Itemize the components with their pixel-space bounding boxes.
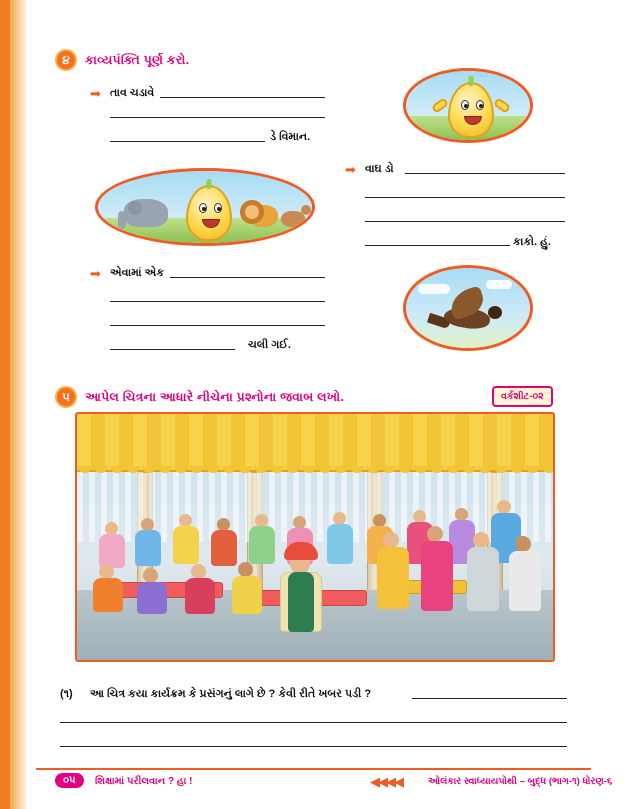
cloud-shape [418, 284, 450, 294]
footer-book-title: ઓલંકાર સ્વાધ્યાયપોથી – બુદ્ધ (ભાગ-૧) ધોરણ-૬ [428, 776, 613, 787]
body [232, 576, 262, 614]
answer-line[interactable] [405, 173, 565, 174]
feast-scene-illustration [75, 412, 555, 662]
answer-line[interactable] [110, 349, 235, 350]
answer-line[interactable] [170, 277, 325, 278]
flying-bird-oval [403, 265, 533, 351]
body [509, 551, 541, 611]
body [99, 534, 125, 568]
page-spine-inner [0, 0, 10, 809]
answer-line[interactable] [160, 97, 325, 98]
head [427, 526, 443, 542]
head [383, 532, 399, 548]
poem-prompt-3: એવામાં એક [110, 267, 165, 279]
answer-line[interactable] [110, 325, 325, 326]
footer-note: શિક્ષામાં પરીલવાન ? હા ! [95, 776, 193, 787]
bird-head [488, 306, 502, 319]
turban [284, 542, 318, 560]
worksheet-badge: વર્કશીટ-૦૨ [492, 386, 553, 407]
poem-tail-2: કાકો. હું. [513, 236, 551, 248]
head [238, 562, 253, 577]
answer-line[interactable] [110, 141, 265, 142]
body [249, 526, 275, 564]
answer-line[interactable] [60, 746, 567, 747]
garlic-flexing-oval [403, 68, 533, 143]
answer-line[interactable] [365, 221, 565, 222]
deer-figure [281, 211, 305, 227]
sub-question-label: (૧) [60, 688, 73, 700]
body [377, 547, 409, 609]
question-5-heading: આપેલ ચિત્રના આધારે નીચેના પ્રશ્નોના જવાબ લખો. [85, 390, 345, 404]
garlic-eye-right [476, 100, 484, 110]
poem-tail-3: ચલી ગઈ. [248, 339, 291, 351]
answer-line[interactable] [110, 117, 325, 118]
answer-line[interactable] [365, 197, 565, 198]
poem-tail-1: ડે વિમાન. [270, 131, 311, 143]
question-4-heading: કાવ્યપંક્તિ પૂર્ણ કરો. [85, 53, 190, 67]
sub-question-text: આ ચિત્ર કયા કાર્યક્રમ કે પ્રસંગનું લાગે છે ? કેવી રીતે ખબર પડી ? [90, 688, 372, 700]
garlic-eye-right [214, 203, 222, 213]
tent-canopy [77, 414, 553, 472]
body [327, 524, 353, 564]
poem-prompt-2: વાઘ ડો [365, 163, 394, 175]
bullet-arrow-icon-3: ➡ [90, 266, 101, 281]
answer-line[interactable] [110, 301, 325, 302]
canopy-scallop [77, 466, 553, 478]
garlic-mouth [202, 219, 220, 228]
question-4-number: ૪ [55, 49, 77, 71]
bullet-arrow-icon-1: ➡ [90, 86, 101, 101]
answer-line[interactable] [60, 722, 567, 723]
head [497, 500, 511, 514]
head [191, 564, 206, 579]
poem-prompt-1: તાવ ચડાવે [110, 87, 155, 99]
head [99, 564, 114, 579]
head [515, 536, 531, 552]
body [135, 530, 161, 566]
answer-line[interactable] [412, 698, 567, 699]
body [467, 547, 499, 611]
head [143, 568, 158, 583]
garlic-mouth [464, 116, 482, 125]
body [93, 578, 123, 612]
vest [288, 572, 314, 632]
garlic-with-animals-oval [95, 168, 315, 246]
body [211, 530, 237, 566]
body [421, 541, 453, 611]
page-number-badge: ૦૫ [55, 773, 84, 788]
footer-divider [36, 768, 591, 770]
bullet-arrow-icon-2: ➡ [345, 162, 356, 177]
cloud-shape [486, 280, 512, 289]
body [185, 578, 215, 614]
chevron-left-icon: ◀◀◀◀ [370, 774, 402, 789]
answer-line[interactable] [365, 245, 510, 246]
head [473, 532, 489, 548]
body [137, 582, 167, 614]
lion-figure [248, 205, 278, 227]
question-5-number: ૫ [55, 386, 77, 408]
page-spine [0, 0, 26, 809]
garlic-eye-left [461, 100, 469, 110]
elephant-figure [124, 199, 168, 227]
body [173, 526, 199, 564]
garlic-eye-left [199, 203, 207, 213]
